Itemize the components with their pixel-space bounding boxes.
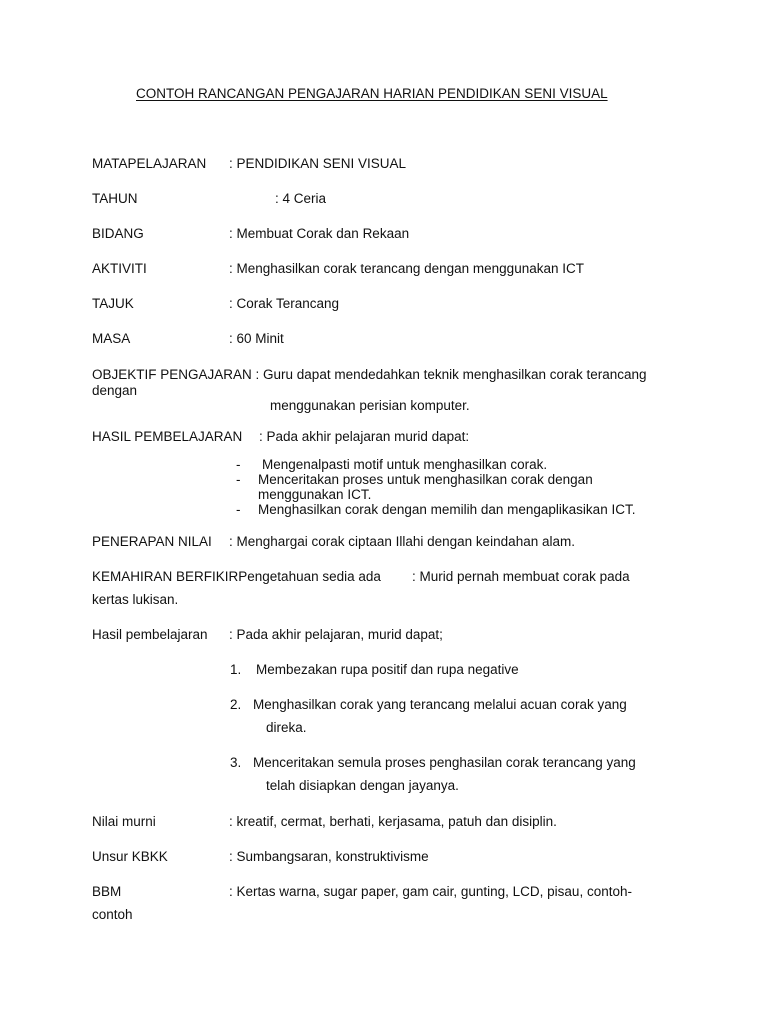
bidang-label: BIDANG: [92, 226, 144, 241]
unsur-kbkk-label: Unsur KBKK: [92, 849, 168, 864]
tajuk-value: : Corak Terancang: [229, 296, 340, 311]
kemahiran-berfikir-value: : Murid pernah membuat corak pada: [412, 569, 630, 584]
tajuk-label: TAJUK: [92, 296, 134, 311]
masa-value: : 60 Minit: [229, 331, 284, 346]
list-item-3: Menghasilkan corak dengan memilih dan mengaplikasikan ICT.: [258, 502, 636, 517]
kemahiran-berfikir-label: KEMAHIRAN BERFIKIRPengetahuan sedia ada: [92, 569, 381, 584]
numbered-item-3-num: 3.: [230, 755, 242, 770]
hasil-pembelajaran-2-label: Hasil pembelajaran: [92, 627, 208, 642]
document-title: CONTOH RANCANGAN PENGAJARAN HARIAN PENDIDIKAN SENI VISUAL: [136, 86, 608, 101]
hasil-pembelajaran-2-value: : Pada akhir pelajaran, murid dapat;: [229, 627, 443, 642]
nilai-murni-value: : kreatif, cermat, berhati, kerjasama, patuh dan disiplin.: [229, 814, 557, 829]
numbered-item-2-line-1: Menghasilkan corak yang terancang melalui acuan corak yang: [253, 697, 627, 712]
numbered-item-3-line-1: Menceritakan semula proses penghasilan corak terancang yang: [253, 755, 636, 770]
objektif-line-2: dengan: [92, 383, 138, 398]
numbered-item-3-line-2: telah disiapkan dengan jayanya.: [266, 778, 459, 793]
bbm-value: : Kertas warna, sugar paper, gam cair, gunting, LCD, pisau, contoh-: [229, 884, 632, 899]
list-item-2-line-2: menggunakan ICT.: [258, 487, 372, 502]
bullet-1: -: [236, 457, 241, 472]
masa-label: MASA: [92, 331, 131, 346]
hasil-pembelajaran-value: : Pada akhir pelajaran murid dapat:: [259, 429, 470, 444]
penerapan-nilai-label: PENERAPAN NILAI: [92, 534, 212, 549]
numbered-item-1-num: 1.: [230, 662, 242, 677]
tahun-label: TAHUN: [92, 191, 138, 206]
bullet-2: -: [236, 472, 241, 487]
numbered-item-2-num: 2.: [230, 697, 242, 712]
matapelajaran-value: : PENDIDIKAN SENI VISUAL: [229, 156, 407, 171]
bbm-value-line-2: contoh: [92, 907, 133, 922]
unsur-kbkk-value: : Sumbangsaran, konstruktivisme: [229, 849, 429, 864]
bidang-value: : Membuat Corak dan Rekaan: [229, 226, 410, 241]
bbm-label: BBM: [92, 884, 122, 899]
nilai-murni-label: Nilai murni: [92, 814, 156, 829]
hasil-pembelajaran-label: HASIL PEMBELAJARAN: [92, 429, 243, 444]
kemahiran-berfikir-line-2: kertas lukisan.: [92, 592, 179, 607]
numbered-item-1: Membezakan rupa positif dan rupa negative: [256, 662, 519, 677]
bullet-3: -: [236, 502, 241, 517]
objektif-line-1: OBJEKTIF PENGAJARAN : Guru dapat mendedahkan teknik menghasilkan corak terancang: [92, 367, 647, 382]
numbered-item-2-line-2: direka.: [266, 720, 307, 735]
list-item-1: Mengenalpasti motif untuk menghasilkan corak.: [262, 457, 548, 472]
objektif-line-3: menggunakan perisian komputer.: [270, 398, 470, 413]
tahun-value: : 4 Ceria: [275, 191, 327, 206]
matapelajaran-label: MATAPELAJARAN: [92, 156, 207, 171]
aktiviti-label: AKTIVITI: [92, 261, 147, 276]
penerapan-nilai-value: : Menghargai corak ciptaan Illahi dengan keindahan alam.: [229, 534, 575, 549]
list-item-2-line-1: Menceritakan proses untuk menghasilkan corak dengan: [258, 472, 593, 487]
aktiviti-value: : Menghasilkan corak terancang dengan menggunakan ICT: [229, 261, 584, 276]
